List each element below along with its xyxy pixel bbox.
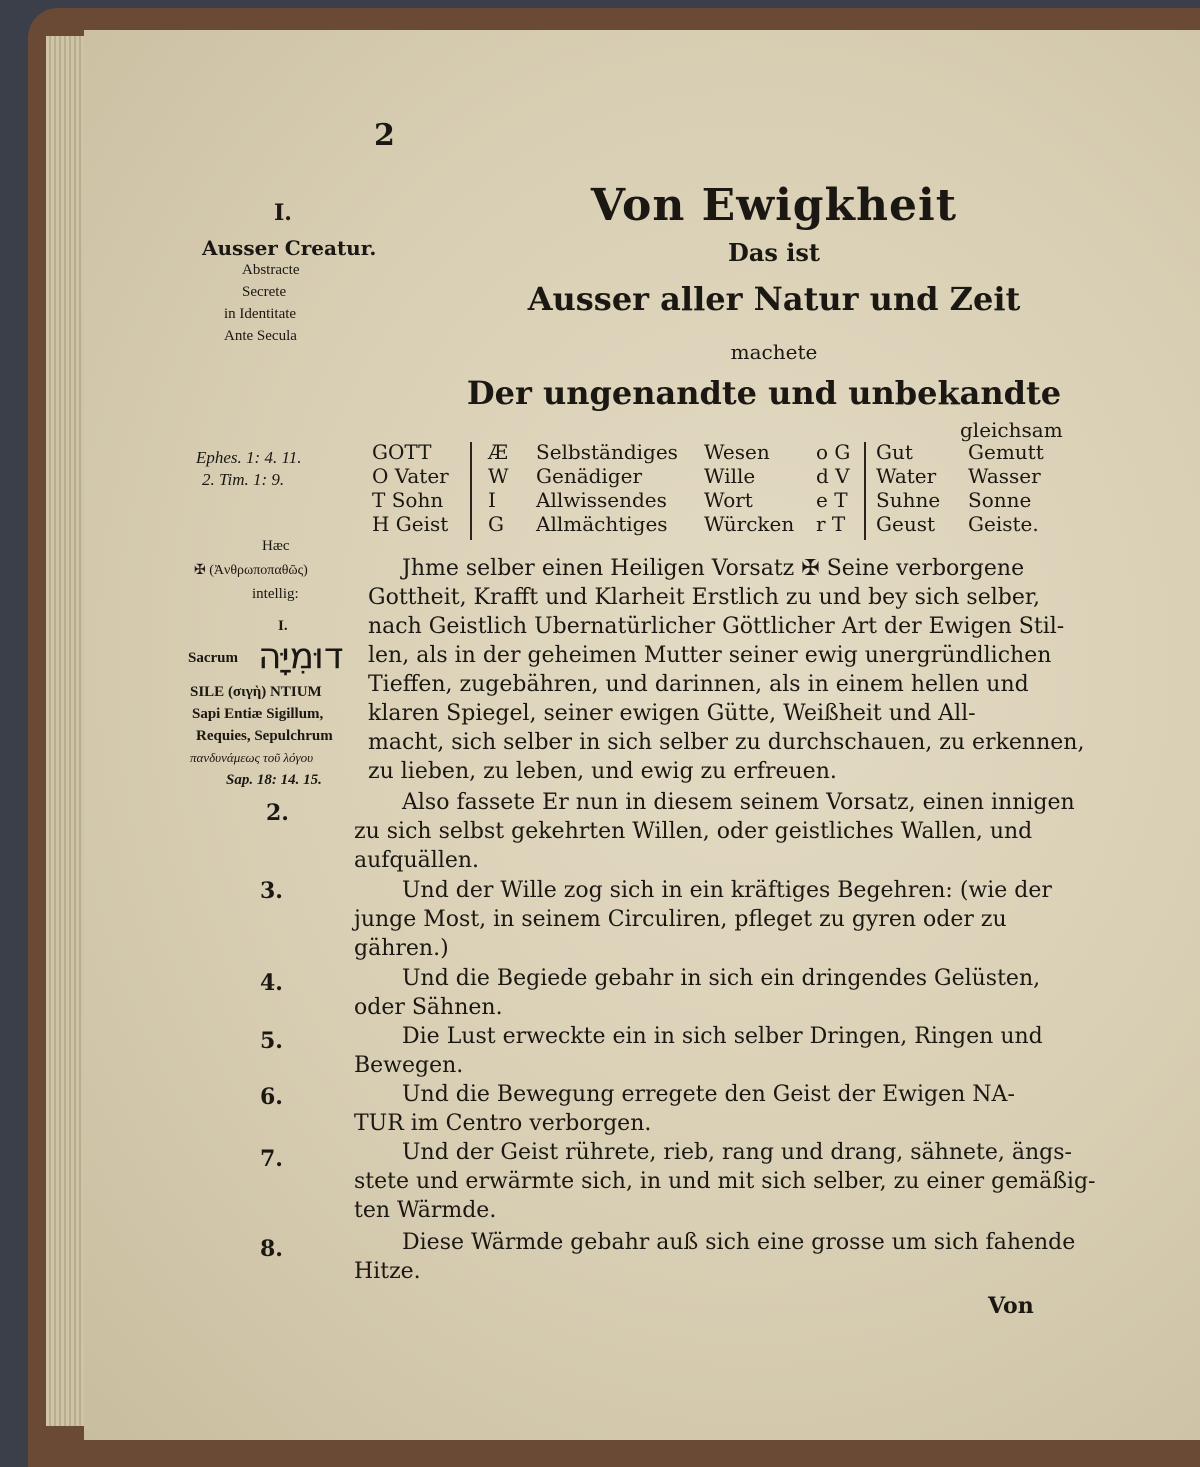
body-line: Diese Wärmde gebahr auß sich eine grosse um sich fahende — [402, 1230, 1076, 1255]
margin-requies: Requies, Sepulchrum — [196, 728, 333, 744]
body-line: Und der Wille zog sich in ein kräftiges Begehren: (wie der — [402, 878, 1052, 903]
margin-line: Ante Secula — [224, 328, 297, 344]
table-cell: r T — [816, 512, 846, 536]
paragraph-number: 7. — [260, 1146, 283, 1172]
page-number: 2 — [374, 118, 395, 153]
table-col-letters-2 — [816, 440, 850, 536]
subtitle-4: Der ungenandte und unbekandte — [466, 374, 1062, 412]
body-line: zu sich selbst gekehrten Willen, oder geistliches Wallen, und — [354, 819, 1033, 844]
margin-line: Secrete — [242, 284, 287, 300]
table-cell: e T — [816, 488, 848, 512]
body-line: ten Wärmde. — [354, 1198, 497, 1223]
margin-sapientiae: Sapi Entiæ Sigillum, — [192, 706, 324, 722]
table-cell: H Geist — [372, 512, 449, 536]
body-line: stete und erwärmte sich, in und mit sich selber, zu einer gemäßig- — [354, 1169, 1096, 1194]
margin-greek: ✠ (Ἀνθρωποπαθῶς) — [194, 563, 308, 578]
table-cell: GOTT — [372, 440, 432, 464]
table-cell: Gemutt — [968, 440, 1044, 464]
body-line: zu lieben, zu leben, und ewig zu erfreuen. — [368, 759, 837, 784]
table-cell: Gut — [876, 440, 913, 464]
numbered-paragraph — [354, 1138, 1095, 1225]
margin-greek-2: πανδυνάμεως τοῦ λόγου — [190, 750, 314, 765]
table-cell: Genädiger — [536, 464, 643, 488]
body-line: Tieffen, zugebähren, und darinnen, als in einem hellen und — [368, 672, 1029, 697]
margin-sap-ref: Sap. 18: 14. 15. — [226, 772, 322, 788]
subtitle-1: Das ist — [728, 238, 820, 267]
gleichsam-label: gleichsam — [960, 418, 1063, 442]
margin-line: Abstracte — [242, 262, 300, 278]
margin-sacrum: Sacrum — [188, 650, 238, 666]
table-cell: Geiste. — [968, 512, 1039, 536]
numbered-paragraph — [354, 1228, 1075, 1286]
table-cell: O Vater — [372, 464, 449, 488]
body-line: aufquällen. — [354, 848, 480, 873]
page — [84, 30, 1200, 1440]
subtitle-3: machete — [730, 340, 818, 364]
table-col-gut — [876, 440, 940, 536]
numbered-paragraph — [354, 788, 1075, 875]
paragraph-number: 5. — [260, 1028, 283, 1054]
table-cell: W — [488, 464, 509, 488]
table-cell: Sonne — [968, 488, 1032, 512]
margin-silentium: SILE (σιγὴ) NTIUM — [190, 684, 322, 700]
numbered-paragraph — [354, 876, 1052, 963]
table-col-attributes — [536, 440, 678, 536]
table-cell: I — [488, 488, 496, 512]
margin-ref: 2. Tim. 1: 9. — [202, 470, 285, 489]
margin-heading: Ausser Creatur. — [202, 236, 377, 260]
table-cell: T Sohn — [372, 488, 444, 512]
body-line: nach Geistlich Ubernatürlicher Göttlicher Art der Ewigen Stil- — [368, 614, 1065, 639]
body-line: oder Sähnen. — [354, 995, 503, 1020]
body-line: TUR im Centro verborgen. — [354, 1111, 652, 1136]
table-cell: d V — [816, 464, 850, 488]
margin-hebrew: דוּמִיָּה — [258, 636, 344, 677]
body-line: junge Most, in seinem Circuliren, pfleget zu gyren oder zu — [354, 907, 1007, 932]
table-cell: o G — [816, 440, 851, 464]
margin-number: I. — [278, 618, 288, 634]
body-paragraph — [368, 554, 1084, 786]
table-divider — [864, 442, 866, 540]
table-cell: Wasser — [968, 464, 1041, 488]
body-line: klaren Spiegel, seiner ewigen Gütte, Weißheit und All- — [368, 701, 976, 726]
numbered-paragraph — [354, 1022, 1043, 1080]
paragraph-number: 3. — [260, 878, 283, 904]
table-col-nouns — [704, 440, 794, 536]
body-line: Die Lust erweckte ein in sich selber Dringen, Ringen und — [402, 1024, 1043, 1049]
table-cell: Würcken — [704, 512, 795, 536]
table-cell: Wesen — [704, 440, 770, 464]
subtitle-2: Ausser aller Natur und Zeit — [527, 280, 1021, 318]
table-divider — [470, 442, 472, 540]
body-line: Hitze. — [354, 1259, 421, 1284]
table-cell: Geust — [876, 512, 935, 536]
table-col-persons — [372, 440, 449, 536]
page-edges — [46, 36, 86, 1426]
body-line: Bewegen. — [354, 1053, 464, 1078]
table-cell: Æ — [488, 440, 509, 464]
table-cell: G — [488, 512, 504, 536]
numbered-paragraph — [354, 1080, 1015, 1138]
body-line: Gottheit, Krafft und Klarheit Erstlich zu und bey sich selber, — [368, 585, 1040, 610]
table-col-gemutt — [968, 440, 1044, 536]
body-line: macht, sich selber in sich selber zu durchschauen, zu erkennen, — [368, 730, 1085, 755]
numbered-paragraph — [354, 964, 1040, 1022]
margin-haec: Hæc — [262, 538, 290, 554]
paragraph-number: 2. — [266, 800, 289, 826]
margin-line: in Identitate — [224, 306, 297, 322]
paragraph-number: 4. — [260, 970, 283, 996]
margin-intellig: intellig: — [252, 586, 299, 602]
table-cell: Suhne — [876, 488, 941, 512]
body-line: gähren.) — [354, 936, 449, 961]
paragraph-number: 6. — [260, 1084, 283, 1110]
body-line: Und der Geist rührete, rieb, rang und drang, sähnete, ängs- — [402, 1140, 1072, 1165]
body-line: Also fassete Er nun in diesem seinem Vorsatz, einen innigen — [402, 790, 1075, 815]
table-cell: Allmächtiges — [536, 512, 668, 536]
table-cell: Water — [876, 464, 937, 488]
page-title: Von Ewigkheit — [590, 180, 958, 231]
catchword: Von — [988, 1293, 1034, 1319]
margin-ref: Ephes. 1: 4. 11. — [196, 448, 302, 467]
table-cell: Wille — [704, 464, 756, 488]
table-col-letters — [488, 440, 509, 536]
body-line: Und die Begiede gebahr in sich ein dringendes Gelüsten, — [402, 966, 1041, 991]
margin-numeral: I. — [274, 200, 292, 226]
body-line: Und die Bewegung erregete den Geist der Ewigen NA- — [402, 1082, 1015, 1107]
paragraph-number: 8. — [260, 1236, 283, 1262]
body-line: Jhme selber einen Heiligen Vorsatz ✠ Seine verborgene — [402, 556, 1025, 581]
table-cell: Selbständiges — [536, 440, 678, 464]
table-cell: Allwissendes — [536, 488, 667, 512]
table-cell: Wort — [704, 488, 753, 512]
body-line: len, als in der geheimen Mutter seiner ewig unergründlichen — [368, 643, 1052, 668]
